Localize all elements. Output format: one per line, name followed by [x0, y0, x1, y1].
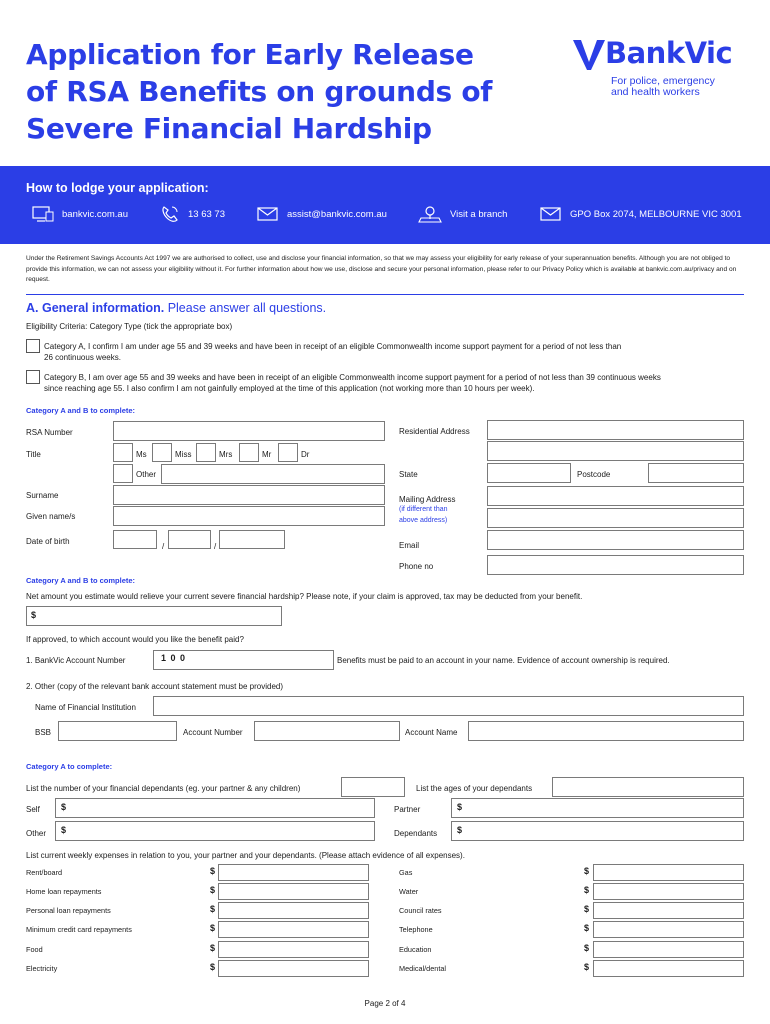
account-name-label: Account Name — [405, 728, 458, 737]
title-mrs-label: Mrs — [219, 450, 233, 459]
currency-symbol: $ — [584, 943, 590, 953]
currency-symbol: $ — [61, 825, 67, 835]
mailing-address-label: Mailing Address — [399, 495, 456, 504]
expense-label: Medical/dental — [399, 964, 447, 973]
postcode-input[interactable] — [648, 463, 744, 483]
expense-label: Personal loan repayments — [26, 906, 111, 915]
currency-symbol: $ — [210, 904, 216, 914]
account-number-input[interactable] — [254, 721, 400, 741]
privacy-intro: Under the Retirement Savings Accounts Act 1997 we are authorised to collect, use and disclose your financial information, so that we may assess your eligibility for early release of your superannuation benefits. Although you are not obliged to provide this information, we can not assess your eligibility without it. For further information about how we use, disclose and secure your personal information, please refer to our Privacy Policy which is available at bankvic.com.au/privacy and on request. — [26, 255, 737, 283]
dependants-count-input[interactable] — [341, 777, 405, 797]
currency-symbol: $ — [210, 943, 216, 953]
note-line: above address) — [399, 517, 448, 524]
dependants-count-label: List the number of your financial dependants (eg. your partner & any children) — [26, 784, 301, 793]
currency-symbol: $ — [584, 904, 590, 914]
title-other-input[interactable] — [161, 464, 385, 484]
lodge-heading: How to lodge your application: — [26, 181, 209, 195]
expense-input[interactable] — [218, 941, 369, 958]
state-label: State — [399, 470, 418, 479]
category-b-line: Category B, I am over age 55 and 39 weeks and have been in receipt of an eligible Commonwealth income support payment for a period of not less than 39 continuous weeks — [44, 373, 661, 382]
postcode-label: Postcode — [577, 470, 611, 479]
title-ms-checkbox[interactable] — [113, 443, 133, 462]
expense-input[interactable] — [218, 864, 369, 881]
rsa-number-label: RSA Number — [26, 428, 73, 437]
computer-icon — [32, 206, 54, 222]
account-prefix: 1 0 0 — [161, 653, 187, 663]
surname-label: Surname — [26, 491, 59, 500]
category-a-heading: Category A to complete: — [26, 762, 113, 771]
logo: BankVic — [605, 36, 733, 70]
contact-text: assist@bankvic.com.au — [287, 208, 387, 220]
logo-tagline — [611, 76, 715, 98]
dependants-ages-label: List the ages of your dependants — [416, 784, 533, 793]
title-miss-checkbox[interactable] — [152, 443, 172, 462]
bsb-input[interactable] — [58, 721, 177, 741]
dob-day-input[interactable] — [113, 530, 157, 549]
currency-symbol: $ — [210, 866, 216, 876]
title-line: Application for Early Release — [26, 38, 474, 71]
category-ab-heading: Category A and B to complete: — [26, 406, 136, 415]
mail-icon — [540, 206, 562, 222]
eligibility-label: Eligibility Criteria: Category Type (tick the appropriate box) — [26, 322, 233, 331]
contact-text: 13 63 73 — [188, 208, 225, 220]
tagline-line: and health workers — [611, 86, 700, 98]
currency-symbol: $ — [584, 962, 590, 972]
given-names-input[interactable] — [113, 506, 385, 526]
contact-text: bankvic.com.au — [62, 208, 129, 220]
self-label: Self — [26, 805, 40, 814]
dependants-label: Dependants — [394, 829, 438, 838]
expense-label: Food — [26, 945, 43, 954]
net-amount-input[interactable] — [26, 606, 282, 626]
title-dr-label: Dr — [301, 450, 310, 459]
contact-website[interactable] — [32, 205, 128, 223]
mail-icon — [257, 206, 279, 222]
contact-text: Visit a branch — [450, 208, 508, 220]
expense-label: Gas — [399, 868, 413, 877]
expense-input[interactable] — [593, 864, 744, 881]
expense-input[interactable] — [593, 902, 744, 919]
bankvic-logo-icon — [571, 38, 607, 72]
rsa-number-input[interactable] — [113, 421, 385, 441]
section-a-heading — [26, 301, 326, 315]
currency-symbol: $ — [61, 802, 67, 812]
expense-label: Home loan repayments — [26, 887, 102, 896]
category-a-line: Category A, I confirm I am under age 55 and 39 weeks and have been in receipt of an eligible Commonwealth income support payment for a period of not less than — [44, 342, 622, 351]
currency-symbol: $ — [31, 610, 37, 620]
currency-symbol: $ — [210, 885, 216, 895]
expense-input[interactable] — [218, 921, 369, 938]
expense-input[interactable] — [218, 960, 369, 977]
dob-month-input[interactable] — [168, 530, 211, 549]
partner-input[interactable] — [451, 798, 744, 818]
currency-symbol: $ — [210, 962, 216, 972]
title-mrs-checkbox[interactable] — [196, 443, 216, 462]
title-mr-checkbox[interactable] — [239, 443, 259, 462]
net-amount-label: Net amount you estimate would relieve your current severe financial hardship? Please note, if your claim is approved, tax may be deducted from your benefit. — [26, 592, 583, 601]
expense-input[interactable] — [218, 902, 369, 919]
bankvic-account-label: 1. BankVic Account Number — [26, 656, 126, 665]
expense-input[interactable] — [593, 941, 744, 958]
which-account-label: If approved, to which account would you like the benefit paid? — [26, 635, 244, 644]
section-a-subtitle: Please answer all questions. — [164, 301, 327, 315]
self-input[interactable] — [55, 798, 375, 818]
currency-symbol: $ — [457, 825, 463, 835]
divider — [26, 294, 744, 295]
branch-icon — [418, 205, 442, 223]
category-b-line: since reaching age 55. I also confirm I am not gainfully employed at the time of this application (not working more than 10 hours per week). — [44, 384, 535, 393]
title-miss-label: Miss — [175, 450, 192, 459]
currency-symbol: $ — [584, 885, 590, 895]
expenses-intro: List current weekly expenses in relation to you, your partner and your dependants. (Please attach evidence of all expenses). — [26, 851, 465, 860]
expense-input[interactable] — [593, 960, 744, 977]
dob-year-input[interactable] — [219, 530, 285, 549]
category-b-text — [44, 372, 661, 394]
residential-address-label: Residential Address — [399, 427, 470, 436]
expense-label: Minimum credit card repayments — [26, 925, 132, 934]
account-name-input[interactable] — [468, 721, 744, 741]
expense-label: Council rates — [399, 906, 442, 915]
page-number: Page 2 of 4 — [364, 999, 406, 1008]
contact-email[interactable] — [257, 205, 387, 223]
title-ms-label: Ms — [136, 450, 147, 459]
other-input[interactable] — [55, 821, 375, 841]
category-a-text — [44, 341, 621, 363]
expense-label: Education — [399, 945, 432, 954]
mailing-address-line3-input[interactable] — [487, 530, 744, 550]
other-account-label: 2. Other (copy of the relevant bank account statement must be provided) — [26, 682, 284, 691]
title-other-checkbox[interactable] — [113, 464, 133, 483]
contact-text: GPO Box 2074, MELBOURNE VIC 3001 — [570, 208, 742, 220]
title-line: Severe Financial Hardship — [26, 112, 432, 145]
dependants-input[interactable] — [451, 821, 744, 841]
surname-input[interactable] — [113, 485, 385, 505]
dob-separator: / — [214, 542, 217, 551]
institution-label: Name of Financial Institution — [35, 703, 136, 712]
bsb-label: BSB — [35, 728, 52, 737]
partner-label: Partner — [394, 805, 421, 814]
expense-label: Water — [399, 887, 419, 896]
currency-symbol: $ — [584, 923, 590, 933]
residential-address-line2-input[interactable] — [487, 441, 744, 461]
institution-input[interactable] — [153, 696, 744, 716]
tagline-line: For police, emergency — [611, 75, 715, 87]
other-label: Other — [26, 829, 47, 838]
email-label: Email — [399, 541, 420, 550]
expense-input[interactable] — [593, 921, 744, 938]
expense-label: Electricity — [26, 964, 58, 973]
section-a-title: A. General information. — [26, 301, 165, 315]
title-other-label: Other — [136, 470, 157, 479]
dob-label: Date of birth — [26, 537, 70, 546]
phone-input[interactable] — [487, 555, 744, 575]
currency-symbol: $ — [210, 923, 216, 933]
state-input[interactable] — [487, 463, 571, 483]
phone-icon — [160, 205, 180, 223]
expense-label: Telephone — [399, 925, 433, 934]
given-names-label: Given name/s — [26, 512, 76, 521]
mailing-address-note — [399, 504, 448, 526]
benefits-note: Benefits must be paid to an account in your name. Evidence of account ownership is required. — [337, 656, 670, 665]
currency-symbol: $ — [584, 866, 590, 876]
title-line: of RSA Benefits on grounds of — [26, 75, 493, 108]
title-mr-label: Mr — [262, 450, 272, 459]
title-label: Title — [26, 450, 41, 459]
category-b-checkbox[interactable] — [26, 370, 40, 384]
residential-address-input[interactable] — [487, 420, 744, 440]
account-number-label: Account Number — [183, 728, 243, 737]
title-dr-checkbox[interactable] — [278, 443, 298, 462]
page-title — [26, 36, 546, 147]
contact-phone[interactable] — [160, 205, 225, 223]
mailing-address-input[interactable] — [487, 486, 744, 506]
category-ab-heading-2: Category A and B to complete: — [26, 576, 136, 585]
dependants-ages-input[interactable] — [552, 777, 744, 797]
contact-branch[interactable] — [418, 205, 507, 223]
category-a-line: 26 continuous weeks. — [44, 353, 121, 362]
category-a-checkbox[interactable] — [26, 339, 40, 353]
expense-label: Rent/board — [26, 868, 63, 877]
currency-symbol: $ — [457, 802, 463, 812]
mailing-address-line2-input[interactable] — [487, 508, 744, 528]
contact-post — [540, 205, 742, 223]
expense-input[interactable] — [593, 883, 744, 900]
dob-separator: / — [162, 542, 165, 551]
note-line: (if different than — [399, 506, 448, 513]
expense-input[interactable] — [218, 883, 369, 900]
phone-label: Phone no — [399, 562, 434, 571]
